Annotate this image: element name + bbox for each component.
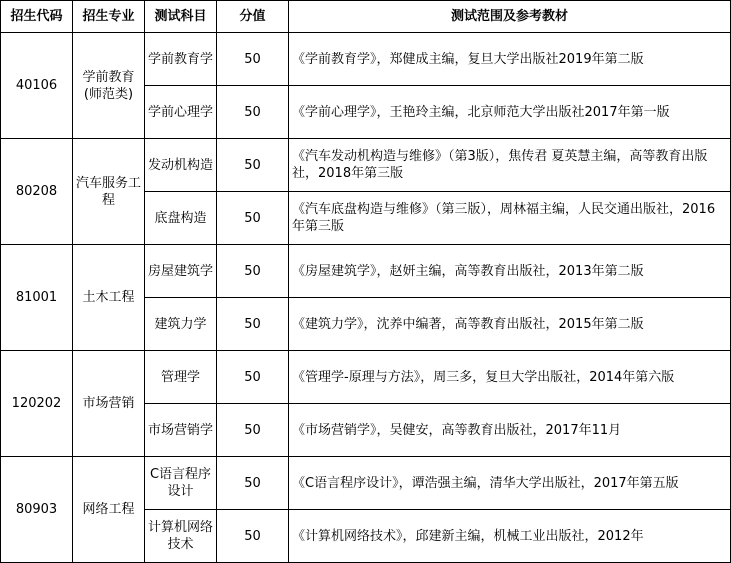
subject-name: 管理学 (145, 351, 217, 404)
subject-reference: 《学前心理学》，王艳玲主编，北京师范大学出版社2017年第一版 (289, 86, 731, 139)
subject-reference: 《汽车底盘构造与维修》（第三版），周林福主编，人民交通出版社，2016年第三版 (289, 192, 731, 245)
header-code: 招生代码 (1, 1, 73, 33)
subject-reference: 《汽车发动机构造与维修》（第3版），焦传君 夏英慧主编，高等教育出版社，2018年第三版 (289, 139, 731, 192)
subject-name: 发动机构造 (145, 139, 217, 192)
header-major: 招生专业 (73, 1, 145, 33)
header-score: 分值 (217, 1, 289, 33)
program-major: 网络工程 (73, 457, 145, 563)
subject-reference: 《计算机网络技术》，邱建新主编，机械工业出版社，2012年 (289, 510, 731, 563)
subject-reference: 《市场营销学》，吴健安，高等教育出版社，2017年11月 (289, 404, 731, 457)
table-row (1, 139, 731, 192)
subject-score: 50 (217, 351, 289, 404)
subject-name: 房屋建筑学 (145, 245, 217, 298)
program-major: 汽车服务工程 (73, 139, 145, 245)
program-code: 81001 (1, 245, 73, 351)
subject-score: 50 (217, 457, 289, 510)
header-subject: 测试科目 (145, 1, 217, 33)
header-row (1, 1, 731, 33)
program-major: 土木工程 (73, 245, 145, 351)
subject-score: 50 (217, 192, 289, 245)
table-row (1, 351, 731, 404)
program-code: 40106 (1, 33, 73, 139)
subject-reference: 《学前教育学》，郑健成主编，复旦大学出版社2019年第二版 (289, 33, 731, 86)
subject-score: 50 (217, 298, 289, 351)
subject-name: C语言程序设计 (145, 457, 217, 510)
program-code: 80903 (1, 457, 73, 563)
table-row (1, 457, 731, 510)
subject-reference: 《管理学-原理与方法》，周三多，复旦大学出版社，2014年第六版 (289, 351, 731, 404)
program-major: 学前教育 (师范类) (73, 33, 145, 139)
subject-name: 市场营销学 (145, 404, 217, 457)
subject-name: 底盘构造 (145, 192, 217, 245)
program-code: 80208 (1, 139, 73, 245)
subject-name: 计算机网络技术 (145, 510, 217, 563)
subject-score: 50 (217, 139, 289, 192)
subject-score: 50 (217, 510, 289, 563)
subject-name: 学前教育学 (145, 33, 217, 86)
table-row (1, 33, 731, 86)
subject-name: 建筑力学 (145, 298, 217, 351)
program-code: 120202 (1, 351, 73, 457)
subject-score: 50 (217, 404, 289, 457)
program-major: 市场营销 (73, 351, 145, 457)
subject-reference: 《建筑力学》，沈养中编著，高等教育出版社，2015年第二版 (289, 298, 731, 351)
subject-reference: 《房屋建筑学》，赵妍主编，高等教育出版社，2013年第二版 (289, 245, 731, 298)
table-row (1, 245, 731, 298)
subject-score: 50 (217, 86, 289, 139)
subject-score: 50 (217, 33, 289, 86)
header-reference: 测试范围及参考教材 (289, 1, 731, 33)
subject-score: 50 (217, 245, 289, 298)
subject-reference: 《C语言程序设计》，谭浩强主编，清华大学出版社，2017年第五版 (289, 457, 731, 510)
subject-name: 学前心理学 (145, 86, 217, 139)
